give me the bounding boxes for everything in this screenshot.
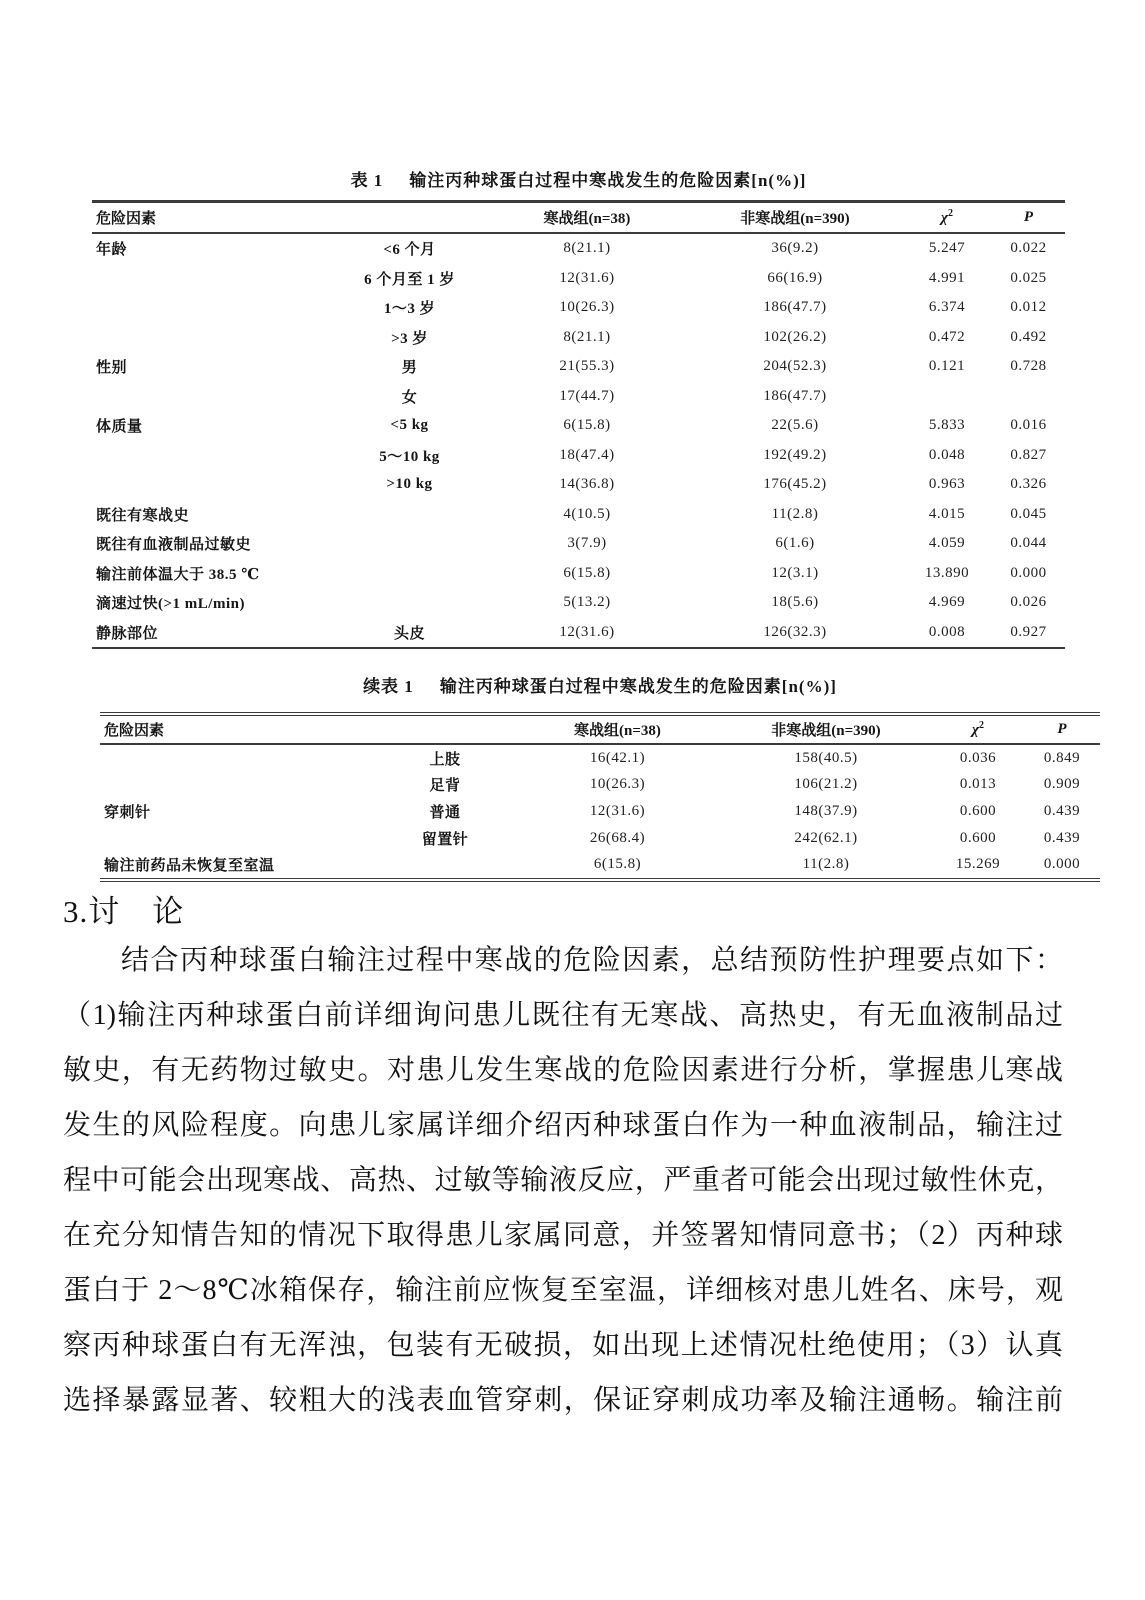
cell-p-value: 0.492 [1010,328,1047,345]
cell-risk-factor [92,441,307,471]
table2-caption-text: 输注丙种球蛋白过程中寒战发生的危险因素[n(%)] [439,677,837,696]
paragraph-line: 蛋白于 2～8℃冰箱保存，输注前应恢复至室温，详细核对患儿姓名、床号，观 [63,1275,1063,1306]
cell-risk-factor: 既往有寒战史 [96,507,190,524]
cell-chi-square-value: 4.991 [928,269,966,286]
table-row [92,441,1065,471]
paragraph-line: 敏史，有无药物过敏史。对患儿发生寒战的危险因素进行分析，掌握患儿寒战 [63,1055,1063,1086]
cell-subcategory: 6 个月至 1 岁 [364,271,455,288]
cell-chill-group-value: 8(21.1) [563,240,611,257]
paragraph-line: 结合丙种球蛋白输注过程中寒战的危险因素，总结预防性护理要点如下： [121,945,1063,976]
chi-symbol: χ [972,722,979,738]
col-header-p-value: P [1010,714,1100,744]
cell-chill-group-value: 12(31.6) [559,623,615,640]
cell-subcategory: 足背 [429,778,461,795]
cell-chill-group-value: 6(15.8) [593,856,642,873]
cell-risk-factor [100,744,335,772]
cell-non-chill-group-value: 186(47.7) [763,387,827,404]
cell-risk-factor: 既往有血液制品过敏史 [96,537,252,554]
cell-chill-group-value: 12(31.6) [589,802,646,819]
cell-chill-group-value: 26(68.4) [589,829,646,846]
cell-p-value: 0.044 [1010,535,1047,552]
col-header-non-chill-group: 非寒战组(n=390) [680,714,920,744]
cell-chi-square-value: 0.013 [959,776,997,793]
cell-subcategory: 普通 [429,804,461,821]
table-row [100,825,1100,852]
col-header-p-value: P [992,202,1065,234]
cell-subcategory: 头皮 [393,625,425,642]
table-header-row [92,202,1065,234]
cell-chi-square-value: 0.008 [928,623,966,640]
cell-chi-square-value: 15.269 [955,856,1001,873]
cell-risk-factor: 性别 [96,360,128,377]
cell-chill-group-value: 3(7.9) [567,535,607,552]
table1-caption-label: 表 1 [350,171,384,190]
cell-p-value: 0.728 [1010,358,1047,375]
table-row [92,588,1065,618]
cell-risk-factor: 输注前药品未恢复至室温 [104,858,275,875]
cell-chi-square-value: 0.963 [928,476,966,493]
cell-chill-group-value: 6(15.8) [563,564,611,581]
discussion-paragraph [63,933,1063,1428]
cell-subcategory: 男 [401,360,418,377]
chi-symbol: χ [941,210,948,226]
cell-subcategory [307,588,512,618]
table-row [100,744,1100,772]
cell-chi-square-value: 0.600 [959,802,997,819]
cell-chi-square-value: 4.969 [928,594,966,611]
table-row [92,352,1065,382]
cell-risk-factor [100,825,335,852]
cell-chill-group-value: 12(31.6) [559,269,615,286]
paragraph-line: 察丙种球蛋白有无浑浊，包装有无破损，如出现上述情况杜绝使用；（3）认真 [63,1330,1063,1361]
cell-subcategory: 5～10 kg [379,448,440,465]
cell-p-value [992,382,1065,412]
cell-subcategory: 上肢 [429,751,461,768]
cell-chill-group-value: 18(47.4) [559,446,615,463]
table1-risk-factors [92,200,1065,649]
table-row [100,798,1100,825]
cell-subcategory [307,529,512,559]
cell-p-value: 0.026 [1010,594,1047,611]
cell-chi-square-value: 4.059 [928,535,966,552]
cell-p-value: 0.827 [1010,446,1047,463]
table1-body [92,233,1065,648]
chi-superscript: 2 [978,720,984,731]
paragraph-line: （1)输注丙种球蛋白前详细询问患儿既往有无寒战、高热史，有无血液制品过 [63,1000,1063,1031]
cell-chill-group-value: 10(26.3) [589,776,646,793]
table-row [92,500,1065,530]
cell-non-chill-group-value: 66(16.9) [767,269,823,286]
col-header-non-chill-group: 非寒战组(n=390) [662,202,902,234]
paragraph-line: 选择暴露显著、较粗大的浅表血管穿刺，保证穿刺成功率及输注通畅。输注前 [63,1385,1063,1416]
table2-risk-factors-continued [100,712,1100,882]
cell-p-value: 0.439 [1043,802,1081,819]
table-row [92,293,1065,323]
cell-subcategory [307,500,512,530]
cell-p-value: 0.025 [1010,269,1047,286]
cell-subcategory: <5 kg [390,417,429,434]
cell-chi-square-value: 13.890 [924,564,970,581]
cell-chill-group-value: 6(15.8) [563,417,611,434]
cell-p-value: 0.927 [1010,623,1047,640]
cell-chi-square-value: 5.833 [928,417,966,434]
table-row [92,470,1065,500]
cell-non-chill-group-value: 192(49.2) [763,446,827,463]
cell-risk-factor [92,264,307,294]
table2-caption [100,672,1100,697]
cell-subcategory: >3 岁 [391,330,428,347]
cell-p-value: 0.012 [1010,299,1047,316]
col-header-chi-square [920,714,1010,744]
cell-non-chill-group-value: 18(5.6) [771,594,819,611]
chi-superscript: 2 [947,208,953,219]
table-header-row [100,714,1100,744]
cell-p-value: 0.326 [1010,476,1047,493]
cell-non-chill-group-value: 22(5.6) [771,417,819,434]
cell-risk-factor: 输注前体温大于 38.5 ℃ [96,566,260,583]
cell-chi-square-value: 0.036 [959,749,997,766]
cell-non-chill-group-value: 176(45.2) [763,476,827,493]
cell-non-chill-group-value: 158(40.5) [794,749,858,766]
table2-block [100,672,1100,882]
cell-non-chill-group-value: 204(52.3) [763,358,827,375]
cell-chi-square-value: 0.472 [928,328,966,345]
cell-chill-group-value: 8(21.1) [563,328,611,345]
cell-non-chill-group-value: 6(1.6) [775,535,815,552]
col-header-chill-group: 寒战组(n=38) [555,714,680,744]
cell-p-value: 0.016 [1010,417,1047,434]
cell-chill-group-value: 10(26.3) [559,299,615,316]
table2-caption-label: 续表 1 [363,677,414,696]
cell-p-value: 0.909 [1043,776,1081,793]
col-header-subcategory [307,202,512,234]
cell-chi-square-value: 0.121 [928,358,966,375]
paragraph-line: 在充分知情告知的情况下取得患儿家属同意，并签署知情同意书；（2）丙种球 [63,1220,1063,1251]
cell-non-chill-group-value: 148(37.9) [794,802,858,819]
table-row [92,618,1065,649]
cell-chi-square-value: 4.015 [928,505,966,522]
col-header-chi-square [902,202,992,234]
cell-non-chill-group-value: 126(32.3) [763,623,827,640]
cell-subcategory: <6 个月 [383,242,436,259]
cell-risk-factor [92,470,307,500]
cell-chill-group-value: 17(44.7) [559,387,615,404]
cell-non-chill-group-value: 186(47.7) [763,299,827,316]
col-header-risk-factor: 危险因素 [100,714,335,744]
col-header-subcategory [335,714,555,744]
cell-risk-factor: 滴速过快(>1 mL/min) [96,596,245,613]
cell-p-value: 0.849 [1043,749,1081,766]
cell-non-chill-group-value: 102(26.2) [763,328,827,345]
table-row [100,851,1100,880]
cell-subcategory: 女 [401,389,418,406]
cell-subcategory: 1～3 岁 [383,301,436,318]
table-row [100,772,1100,799]
cell-chill-group-value: 14(36.8) [559,476,615,493]
table2-header [100,714,1100,744]
cell-non-chill-group-value: 242(62.1) [794,829,858,846]
cell-risk-factor [92,323,307,353]
cell-p-value: 0.000 [1010,564,1047,581]
cell-non-chill-group-value: 12(3.1) [771,564,819,581]
table-row [92,411,1065,441]
cell-risk-factor [100,772,335,799]
cell-subcategory: >10 kg [386,476,433,493]
cell-p-value: 0.439 [1043,829,1081,846]
cell-non-chill-group-value: 106(21.2) [794,776,858,793]
cell-chill-group-value: 21(55.3) [559,358,615,375]
paragraph-line: 程中可能会出现寒战、高热、过敏等输液反应，严重者可能会出现过敏性休克， [63,1165,1063,1196]
table-row [92,264,1065,294]
cell-non-chill-group-value: 36(9.2) [771,240,819,257]
cell-risk-factor: 年龄 [96,242,128,259]
table-row [92,529,1065,559]
cell-non-chill-group-value: 11(2.8) [771,505,819,522]
cell-risk-factor: 静脉部位 [96,625,159,642]
table1-header [92,202,1065,234]
cell-chi-square-value: 5.247 [928,240,966,257]
table-row [92,233,1065,264]
table-row [92,559,1065,589]
cell-chill-group-value: 4(10.5) [563,505,611,522]
cell-p-value: 0.000 [1043,856,1081,873]
col-header-chill-group: 寒战组(n=38) [512,202,662,234]
cell-chi-square-value: 0.600 [959,829,997,846]
cell-risk-factor: 穿刺针 [104,804,151,821]
table2-body [100,744,1100,880]
cell-chi-square-value: 0.048 [928,446,966,463]
cell-chi-square-value [902,382,992,412]
table1-caption [92,166,1065,191]
cell-subcategory [335,851,555,880]
cell-risk-factor [92,293,307,323]
cell-chill-group-value: 16(42.1) [589,749,646,766]
table1-block [92,166,1065,649]
paragraph-line: 发生的风险程度。向患儿家属详细介绍丙种球蛋白作为一种血液制品，输注过 [63,1110,1063,1141]
table1-caption-text: 输注丙种球蛋白过程中寒战发生的危险因素[n(%)] [409,171,807,190]
cell-chi-square-value: 6.374 [928,299,966,316]
cell-subcategory [307,559,512,589]
col-header-risk-factor: 危险因素 [92,202,307,234]
cell-non-chill-group-value: 11(2.8) [802,856,850,873]
cell-risk-factor: 体质量 [96,419,143,436]
cell-subcategory: 留置针 [421,831,469,848]
table-row [92,323,1065,353]
table-row [92,382,1065,412]
cell-p-value: 0.022 [1010,240,1047,257]
cell-p-value: 0.045 [1010,505,1047,522]
section-heading-discussion: 3.讨 论 [63,894,185,929]
cell-chill-group-value: 5(13.2) [563,594,611,611]
cell-risk-factor [92,382,307,412]
